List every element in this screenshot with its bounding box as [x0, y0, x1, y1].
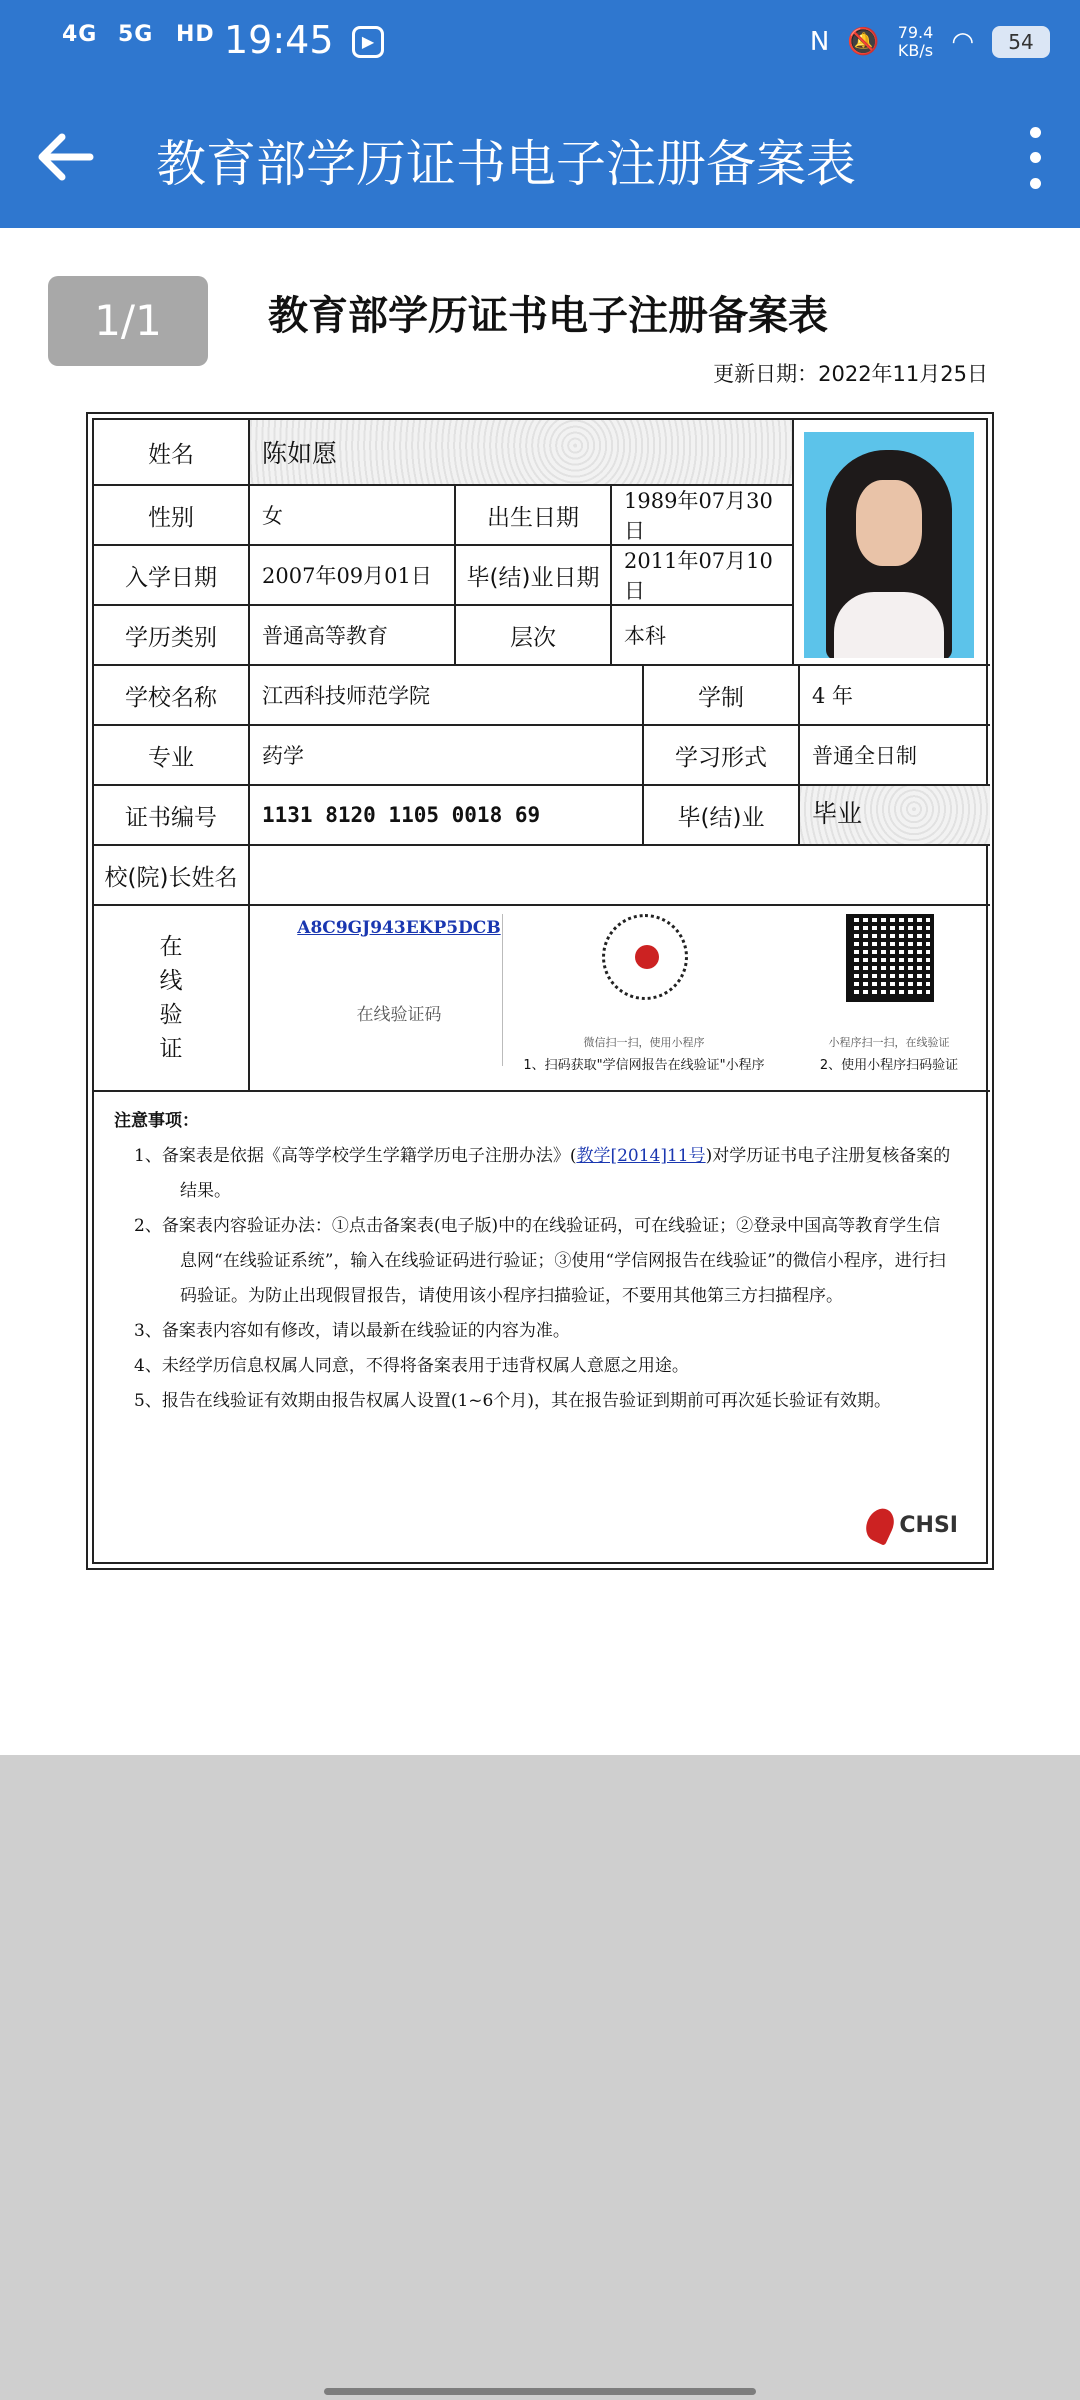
gender-label: 性别	[94, 486, 250, 546]
qr-caption: 小程序扫一扫，在线验证	[828, 1036, 950, 1049]
student-photo	[804, 432, 974, 658]
category-value: 普通高等教育	[250, 606, 456, 666]
mini-program-step: 1、扫码获取"学信网报告在线验证"小程序	[523, 1058, 765, 1073]
divider	[502, 914, 503, 1066]
mini-program-caption: 微信扫一扫，使用小程序	[583, 1036, 705, 1049]
school-value: 江西科技师范学院	[250, 666, 644, 726]
verify-label: 在 线 验 证	[94, 906, 250, 1092]
status-value: 毕业	[800, 786, 990, 846]
note-4: 4、未经学历信息权属人同意，不得将备案表用于违背权属人意愿之用途。	[134, 1356, 689, 1376]
mode-value: 普通全日制	[800, 726, 990, 786]
major-label: 专业	[94, 726, 250, 786]
play-icon: ▶	[352, 26, 384, 58]
qr-step: 2、使用小程序扫码验证	[819, 1058, 959, 1073]
duration-label: 学制	[644, 666, 800, 726]
birth-value: 1989年07月30日	[612, 486, 794, 546]
principal-value	[250, 846, 990, 906]
regulation-link[interactable]: 教学[2014]11号	[576, 1146, 706, 1166]
mode-label: 学习形式	[644, 726, 800, 786]
qr-code-icon[interactable]	[846, 914, 934, 1002]
record-table	[92, 418, 988, 1564]
verify-code-link[interactable]: A8C9GJ943EKP5DCB	[297, 918, 501, 938]
note-5: 5、报告在线验证有效期由报告权属人设置(1~6个月)，其在报告验证到期前可再次延长验证有效期。	[134, 1391, 891, 1411]
mini-program-code-icon[interactable]	[602, 914, 688, 1000]
signal-4g: 4G	[62, 22, 98, 47]
notes-heading: 注意事项：	[114, 1111, 199, 1131]
verify-code-label: 在线验证码	[356, 1005, 442, 1025]
status-time: 19:45	[224, 18, 334, 62]
grad-value: 2011年07月10日	[612, 546, 794, 606]
status-label: 毕(结)业	[644, 786, 800, 846]
grad-label: 毕(结)业日期	[456, 546, 612, 606]
cert-value: 1131 8120 1105 0018 69	[250, 786, 644, 846]
note-3: 3、备案表内容如有修改，请以最新在线验证的内容为准。	[134, 1321, 570, 1341]
app-bar	[0, 110, 1080, 206]
wifi-icon: ◠	[951, 27, 974, 57]
update-date: 更新日期：2022年11月25日	[713, 362, 988, 386]
hd-badge: HD	[176, 22, 215, 47]
document-title: 教育部学历证书电子注册备案表	[268, 293, 828, 339]
note-2: 2、备案表内容验证办法：①点击备案表(电子版)中的在线验证码，可在线验证；②登录中国高等教育学生信息网“在线验证系统”，输入在线验证码进行验证；③使用“学信网报告在线验证”的微信小程序，进行扫码验证。为防止出现假冒报告，请使用该小程序扫描验证，不要用其他第三方扫描程序。	[134, 1216, 946, 1306]
name-label: 姓名	[94, 420, 250, 486]
enroll-label: 入学日期	[94, 546, 250, 606]
page-indicator: 1/1	[48, 276, 208, 366]
level-label: 层次	[456, 606, 612, 666]
gender-value: 女	[250, 486, 456, 546]
nfc-icon: Ν	[809, 27, 830, 57]
birth-label: 出生日期	[456, 486, 612, 546]
arrow-left-icon[interactable]	[30, 122, 100, 192]
category-label: 学历类别	[94, 606, 250, 666]
enroll-value: 2007年09月01日	[250, 546, 456, 606]
note-1: 1、备案表是依据《高等学校学生学籍学历电子注册办法》(教学[2014]11号)对学历证书电子注册复核备案的结果。	[134, 1146, 951, 1201]
battery-icon: 54	[992, 26, 1050, 58]
chsi-logo-icon	[861, 1504, 899, 1546]
mute-icon: 🔕	[847, 27, 880, 57]
major-value: 药学	[250, 726, 644, 786]
duration-value: 4 年	[800, 666, 990, 726]
more-vertical-icon[interactable]	[1010, 120, 1060, 196]
record-frame	[86, 412, 994, 1570]
gesture-bar[interactable]	[324, 2388, 756, 2395]
signal-5g: 5G	[118, 22, 154, 47]
cert-label: 证书编号	[94, 786, 250, 846]
app-title: 教育部学历证书电子注册备案表	[156, 135, 856, 193]
principal-label: 校(院)长姓名	[94, 846, 250, 906]
document-viewer[interactable]	[0, 228, 1080, 1755]
chsi-logo: CHSI	[867, 1508, 958, 1542]
notes-section	[114, 1106, 954, 1419]
status-right	[810, 20, 1050, 64]
name-value: 陈如愿	[250, 420, 794, 486]
level-value: 本科	[612, 606, 794, 666]
net-speed: 79.4 KB/s	[897, 23, 934, 60]
school-label: 学校名称	[94, 666, 250, 726]
top-bar	[0, 0, 1080, 228]
status-bar	[0, 0, 1080, 84]
